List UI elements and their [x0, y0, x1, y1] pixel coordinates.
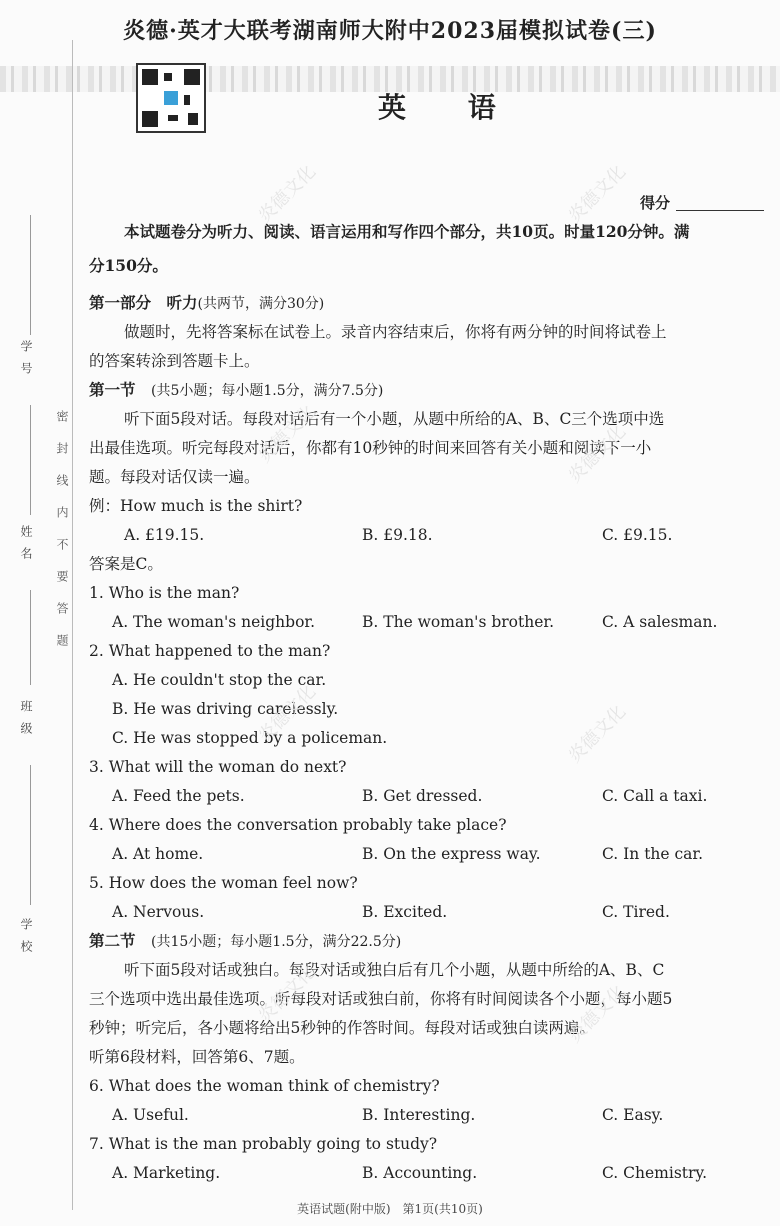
q1-option-c[interactable]: C. A salesman.	[602, 613, 718, 631]
watermark: 炎德文化	[254, 961, 320, 1027]
question-7: 7. What is the man probably going to study?	[89, 1135, 438, 1153]
binding-line	[72, 40, 73, 1210]
part1-title: 第一部分 听力	[89, 293, 198, 312]
section1-desc-1: 听下面5段对话。每段对话后有一个小题，从题中所给的A、B、C三个选项中选	[124, 410, 665, 428]
watermark: 炎德文化	[564, 981, 630, 1047]
example-option-a: A. £19.15.	[124, 526, 205, 544]
example-option-c: C. £9.15.	[602, 526, 673, 544]
section2-desc-3: 秒钟；听完后，各小题将给出5秒钟的作答时间。每段对话或独白读两遍。	[89, 1019, 595, 1037]
gutter-label-student-id: 学号	[19, 340, 33, 384]
part1-note: (共两节，满分30分)	[197, 296, 325, 312]
section1-title: 第一节	[89, 380, 136, 399]
watermark: 炎德文化	[254, 161, 320, 227]
q7-option-c[interactable]: C. Chemistry.	[602, 1164, 708, 1182]
question-4: 4. Where does the conversation probably take place?	[89, 816, 507, 834]
q5-option-b[interactable]: B. Excited.	[362, 903, 448, 921]
qr-code-icon	[136, 63, 206, 133]
question-6: 6. What does the woman think of chemistry?	[89, 1077, 440, 1095]
intro-line-2: 分150分。	[89, 256, 168, 275]
subject-heading: 英 语	[378, 91, 522, 124]
q1-option-a[interactable]: A. The woman's neighbor.	[112, 613, 316, 631]
section1-heading	[89, 380, 383, 401]
q6-option-a[interactable]: A. Useful.	[112, 1106, 189, 1124]
gutter-label-class: 班级	[19, 700, 33, 744]
example-answer: 答案是C。	[89, 555, 163, 573]
q6-option-c[interactable]: C. Easy.	[602, 1106, 664, 1124]
example-option-b: B. £9.18.	[362, 526, 433, 544]
score-blank[interactable]	[676, 210, 764, 211]
q7-option-a[interactable]: A. Marketing.	[112, 1164, 221, 1182]
question-1: 1. Who is the man?	[89, 584, 240, 602]
q2-option-a[interactable]: A. He couldn't stop the car.	[112, 671, 327, 689]
section2-desc-1: 听下面5段对话或独白。每段对话或独白后有几个小题，从题中所给的A、B、C	[124, 961, 665, 979]
q4-option-b[interactable]: B. On the express way.	[362, 845, 541, 863]
watermark: 炎德文化	[254, 681, 320, 747]
example-question: 例：How much is the shirt?	[89, 497, 303, 515]
part1-heading	[89, 293, 324, 314]
q2-option-c[interactable]: C. He was stopped by a policeman.	[112, 729, 388, 747]
question-5: 5. How does the woman feel now?	[89, 874, 358, 892]
gutter-divider	[30, 405, 31, 515]
section1-desc-2: 出最佳选项。听完每段对话后，你都有10秒钟的时间来回答有关小题和阅读下一小	[89, 439, 652, 457]
section1-desc-3: 题。每段对话仅读一遍。	[89, 468, 260, 486]
section1-note: (共5小题；每小题1.5分，满分7.5分)	[151, 383, 384, 399]
q3-option-b[interactable]: B. Get dressed.	[362, 787, 483, 805]
page-footer: 英语试题(附中版) 第1页(共10页)	[297, 1202, 483, 1216]
q6-option-b[interactable]: B. Interesting.	[362, 1106, 476, 1124]
exam-title: 炎德·英才大联考湖南师大附中2023届模拟试卷(三)	[123, 18, 657, 44]
q3-option-a[interactable]: A. Feed the pets.	[112, 787, 245, 805]
q5-option-c[interactable]: C. Tired.	[602, 903, 670, 921]
part1-desc-1: 做题时，先将答案标在试卷上。录音内容结束后，你将有两分钟的时间将试卷上	[124, 323, 667, 341]
intro-line-1: 本试题卷分为听力、阅读、语言运用和写作四个部分，共10页。时量120分钟。满	[124, 222, 690, 241]
q4-option-a[interactable]: A. At home.	[112, 845, 204, 863]
gutter-label-school: 学校	[19, 918, 33, 962]
material-instruction: 听第6段材料，回答第6、7题。	[89, 1048, 305, 1066]
watermark: 炎德文化	[564, 701, 630, 767]
score-label: 得分	[640, 194, 671, 212]
seal-notice: 密封线内不要答题	[55, 410, 69, 666]
gutter-divider	[30, 215, 31, 335]
q1-option-b[interactable]: B. The woman's brother.	[362, 613, 555, 631]
q5-option-a[interactable]: A. Nervous.	[112, 903, 205, 921]
watermark: 炎德文化	[564, 421, 630, 487]
section2-heading	[89, 931, 401, 952]
gutter-divider	[30, 590, 31, 685]
part1-desc-2: 的答案转涂到答题卡上。	[89, 352, 260, 370]
gutter-label-name: 姓名	[19, 525, 33, 569]
q3-option-c[interactable]: C. Call a taxi.	[602, 787, 708, 805]
q7-option-b[interactable]: B. Accounting.	[362, 1164, 478, 1182]
watermark: 炎德文化	[254, 401, 320, 467]
question-2: 2. What happened to the man?	[89, 642, 331, 660]
q2-option-b[interactable]: B. He was driving carelessly.	[112, 700, 339, 718]
question-3: 3. What will the woman do next?	[89, 758, 347, 776]
section2-desc-2: 三个选项中选出最佳选项。听每段对话或独白前，你将有时间阅读各个小题，每小题5	[89, 990, 673, 1008]
watermark: 炎德文化	[564, 161, 630, 227]
section2-note: (共15小题；每小题1.5分，满分22.5分)	[151, 934, 402, 950]
q4-option-c[interactable]: C. In the car.	[602, 845, 704, 863]
gutter-divider	[30, 765, 31, 905]
section2-title: 第二节	[89, 931, 136, 950]
